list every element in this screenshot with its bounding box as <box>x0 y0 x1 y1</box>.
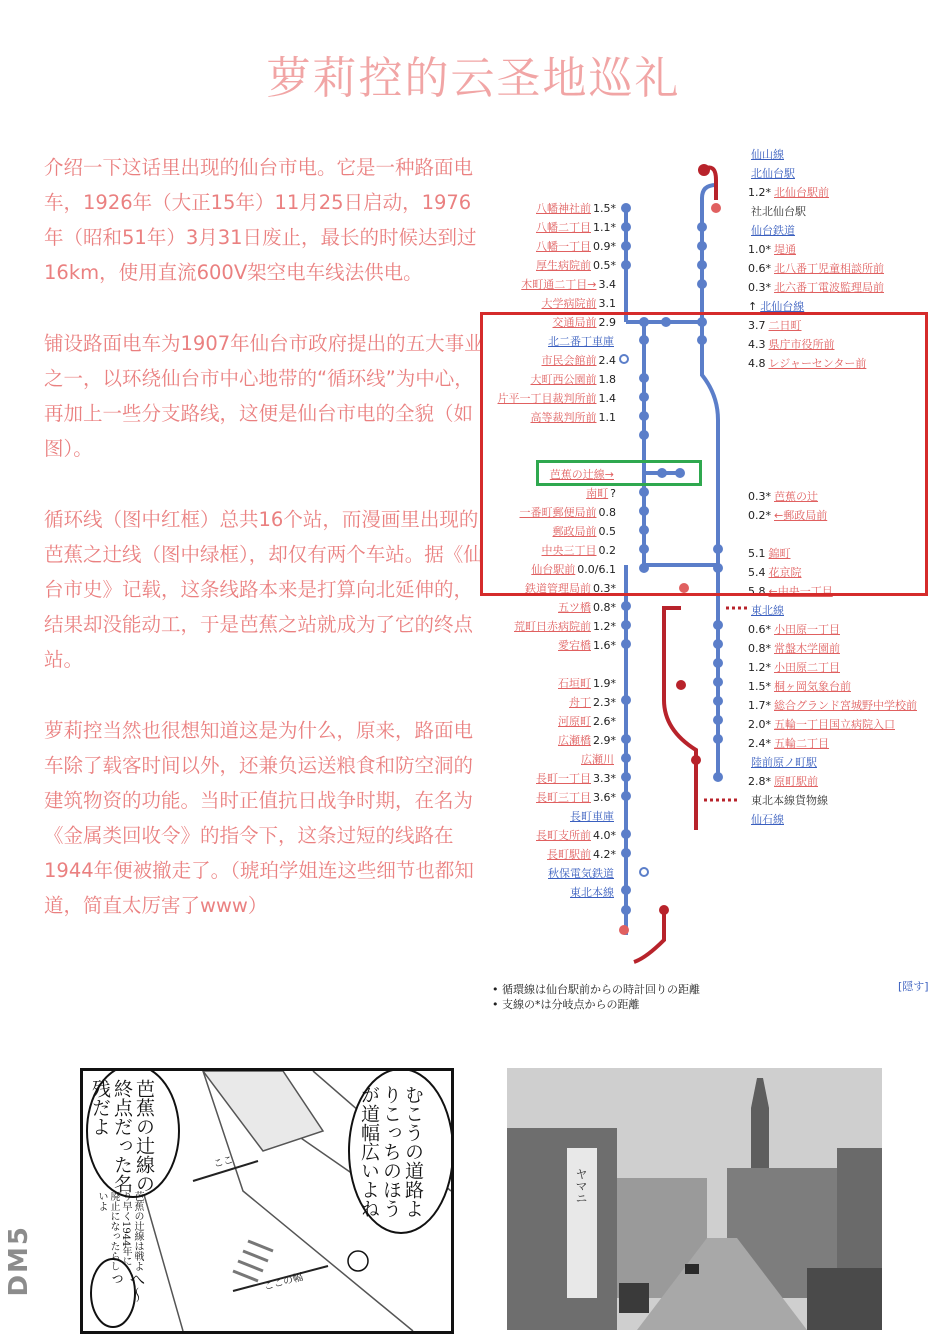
left-station-label[interactable] <box>486 829 616 842</box>
station-name[interactable]: 北仙台駅前 <box>774 186 829 199</box>
station-dot <box>713 715 723 725</box>
station-name[interactable]: 原町駅前 <box>774 775 818 788</box>
station-name[interactable]: 市民会館前 <box>541 354 597 367</box>
left-station-label[interactable] <box>486 620 616 633</box>
line-tohoku-main-north <box>664 608 696 830</box>
station-name[interactable]: 東北本線 <box>570 886 614 899</box>
rail-station-dot <box>676 680 686 690</box>
station-distance: 1.5* <box>748 680 771 693</box>
left-station-label[interactable] <box>486 791 616 804</box>
right-station-label[interactable] <box>748 718 895 731</box>
station-name[interactable]: 大町西公園前 <box>530 373 597 386</box>
station-name[interactable]: 陸前原ノ町駅 <box>751 756 817 769</box>
page-title: 萝莉控的云圣地巡礼 <box>266 53 681 104</box>
station-distance: 1.5* <box>593 202 616 215</box>
station-dot <box>713 772 723 782</box>
station-distance: 1.4 <box>598 392 616 405</box>
photo-illustration <box>507 1068 882 1330</box>
station-name[interactable]: 仙石線 <box>751 813 784 826</box>
station-name[interactable]: 社北仙台駅 <box>751 205 806 218</box>
station-name[interactable]: 長町駅前 <box>547 848 591 861</box>
manga-right-dialogue: むこうの道路よりこっちのほうが道幅広いよね <box>358 1085 424 1218</box>
station-name[interactable]: 常盤木学園前 <box>774 642 840 655</box>
station-dot <box>713 734 723 744</box>
station-distance: 2.8* <box>748 775 771 788</box>
station-name[interactable]: 花京院 <box>768 566 802 579</box>
article-paragraph-4: 萝莉控当然也很想知道这是为什么，原来，路面电车除了载客时间以外，还兼负运送粮食和防空洞的建筑物资的功能。当时正值抗日战争时期，在名为《金属类回收令》的指令下，这条过短的线路在1944年便被撤走了。（琥珀学姐连这些细节也都知道，简直太厉害了www） <box>44 719 474 917</box>
right-station-label[interactable] <box>748 167 795 180</box>
station-name[interactable]: 堤通 <box>774 243 796 256</box>
station-name[interactable]: 荒町日赤病院前 <box>514 620 591 633</box>
station-name[interactable]: 河原町 <box>558 715 591 728</box>
station-name[interactable]: 小田原一丁目 <box>774 623 840 636</box>
station-dot <box>621 734 631 744</box>
station-distance: 4.3 <box>748 338 766 351</box>
station-distance: 0.8* <box>748 642 771 655</box>
station-dot <box>621 601 631 611</box>
character-head <box>348 1251 368 1271</box>
station-name[interactable]: 鉄道管理局前 <box>525 582 591 595</box>
station-name[interactable]: 南町 <box>586 487 609 500</box>
left-station-label[interactable] <box>486 221 616 234</box>
station-name[interactable]: 桐ヶ岡気象台前 <box>774 680 851 693</box>
station-name[interactable]: 五輪一丁目国立病院入口 <box>774 718 895 731</box>
building-left <box>507 1128 617 1330</box>
station-dot <box>713 639 723 649</box>
basho-line-frame <box>536 460 702 486</box>
station-distance: 0.5 <box>598 525 616 538</box>
station-name[interactable]: 交通局前 <box>552 316 597 329</box>
station-distance: 2.9* <box>593 734 616 747</box>
station-dot <box>621 695 631 705</box>
left-station-label[interactable] <box>486 202 616 215</box>
article-paragraph-1: 介绍一下这话里出现的仙台市电。它是一种路面电车，1926年（大正15年）11月25日启动，1976年（昭和51年）3月31日废止，最长的时候达到过16km，使用直流600V架空电车线法供电。 <box>44 156 477 284</box>
station-distance: 3.6* <box>593 791 616 804</box>
station-name[interactable]: 長町一丁目 <box>536 772 591 785</box>
station-name[interactable]: ←郵政局前 <box>774 509 828 522</box>
station-name[interactable]: 二日町 <box>768 319 802 332</box>
article-paragraph-3: 循环线（图中红框）总共16个站，而漫画里出现的芭蕉之辻线（图中绿框），却仅有两个车站。据《仙台市史》记载，这条线路本来是打算向北延伸的，结果却没能动工，于是芭蕉之站就成为了它的终点站。 <box>44 508 483 671</box>
left-station-label[interactable] <box>486 772 616 785</box>
map-note-2: • 支線の*は分岐点からの距離 <box>492 998 640 1011</box>
station-distance: 1.8 <box>598 373 616 386</box>
station-dot <box>713 677 723 687</box>
station-distance: 0.3* <box>748 281 771 294</box>
station-name[interactable]: レジャーセンター前 <box>768 357 867 370</box>
station-name[interactable]: 五ツ橋 <box>558 601 591 614</box>
station-name[interactable]: 長町車庫 <box>570 810 614 823</box>
right-station-label[interactable] <box>748 680 851 693</box>
station-dot <box>621 203 631 213</box>
station-distance: 3.1 <box>598 297 616 310</box>
left-station-label[interactable] <box>486 278 616 291</box>
station-name[interactable]: 県庁市役所前 <box>768 338 835 351</box>
historical-photo <box>507 1068 882 1330</box>
station-distance: 1.7* <box>748 699 771 712</box>
depot-dot <box>640 868 648 876</box>
right-station-label[interactable] <box>748 642 840 655</box>
right-station-label[interactable] <box>748 281 884 294</box>
station-distance: 0.2* <box>748 509 771 522</box>
left-station-label[interactable] <box>486 240 616 253</box>
station-dot <box>621 791 631 801</box>
watermark-text: DM5 <box>4 1225 34 1297</box>
station-dot <box>713 696 723 706</box>
station-name[interactable]: 片平一丁目裁判所前 <box>497 392 597 405</box>
crosswalk <box>233 1241 273 1281</box>
station-name[interactable]: 八幡神社前 <box>536 202 591 215</box>
station-dot <box>621 222 631 232</box>
station-distance: 1.2* <box>748 661 771 674</box>
station-dot <box>621 753 631 763</box>
station-distance: 1.1 <box>598 411 616 424</box>
right-station-label[interactable] <box>748 186 829 199</box>
station-name[interactable]: 仙台鉄道 <box>751 224 795 237</box>
right-station-label[interactable] <box>748 243 796 256</box>
right-station-label[interactable] <box>748 737 829 750</box>
station-dot <box>713 658 723 668</box>
building-outline <box>203 1071 323 1151</box>
station-distance: 0.9* <box>593 240 616 253</box>
station-name[interactable]: 東北線 <box>751 604 784 617</box>
station-dot <box>621 260 631 270</box>
station-distance: 4.2* <box>593 848 616 861</box>
station-distance: 1.0* <box>748 243 771 256</box>
station-distance: 5.4 <box>748 566 766 579</box>
manga-left-dialogue: 芭蕉の辻線の終点だった名残だよ <box>89 1079 155 1193</box>
left-station-label[interactable] <box>486 677 616 690</box>
station-name[interactable]: 五輪二丁目 <box>774 737 829 750</box>
manga-small-note: 芭蕉の辻線は戦より早く1944年に廃止になったらしいよ <box>96 1191 143 1271</box>
station-name[interactable]: 仙台駅前 <box>531 563 576 576</box>
right-station-label[interactable] <box>748 775 818 788</box>
rail-station-dot <box>659 905 669 915</box>
station-name[interactable]: 東北本線貨物線 <box>751 794 828 807</box>
station-name[interactable]: 北仙台線 <box>760 300 805 313</box>
station-distance: 0.2 <box>598 544 616 557</box>
station-distance: 3.4 <box>598 278 616 291</box>
map-notes <box>492 982 700 1012</box>
station-name[interactable]: 総合グランド宮城野中学校前 <box>774 699 917 712</box>
left-station-label[interactable] <box>486 886 616 899</box>
station-name[interactable]: 秋保電気鉄道 <box>548 867 614 880</box>
station-distance: 0.8 <box>598 506 616 519</box>
article-text <box>44 150 484 959</box>
station-name[interactable]: 石垣町 <box>558 677 591 690</box>
manga-label-width: ここの幅 <box>262 1271 305 1293</box>
station-distance: 5.8 <box>748 585 766 598</box>
right-station-label[interactable] <box>748 813 784 826</box>
dm5-watermark <box>4 1225 44 1335</box>
station-distance: 2.4* <box>748 737 771 750</box>
left-station-label[interactable] <box>486 715 616 728</box>
station-distance: ↑ <box>748 300 758 313</box>
station-distance: 1.2* <box>748 186 771 199</box>
station-name[interactable]: 大学病院前 <box>541 297 597 310</box>
station-distance: 1.1* <box>593 221 616 234</box>
manga-panel <box>80 1068 454 1334</box>
map-note-1: • 循環線は仙台駅前からの時計回りの距離 <box>492 983 700 996</box>
station-name[interactable]: 愛宕橋 <box>558 639 591 652</box>
station-name[interactable]: 北二番丁車庫 <box>548 335 614 348</box>
left-station-label[interactable] <box>486 696 616 709</box>
manga-small-bubble: へ～っ <box>105 1271 146 1303</box>
station-distance: 5.1 <box>748 547 766 560</box>
station-dot <box>697 279 707 289</box>
station-dot <box>697 222 707 232</box>
rail-station-dot <box>691 755 701 765</box>
station-distance: 1.9* <box>593 677 616 690</box>
hide-link[interactable]: [隠す] <box>898 980 929 993</box>
left-station-label[interactable] <box>486 867 616 880</box>
station-name[interactable]: 八幡二丁目 <box>536 221 591 234</box>
manga-label-here: ここ <box>212 1154 235 1171</box>
rail-station-dot <box>698 164 710 176</box>
station-distance: 0.5* <box>593 259 616 272</box>
right-station-label[interactable] <box>748 623 840 636</box>
roof-foreground <box>807 1268 882 1330</box>
station-distance: 2.4 <box>598 354 616 367</box>
right-station-label[interactable] <box>748 604 784 617</box>
station-name[interactable]: 長町三丁目 <box>536 791 591 804</box>
station-name[interactable]: 一番町郵便局前 <box>519 506 597 519</box>
station-distance: 0.3* <box>748 490 771 503</box>
station-distance: 0.8* <box>593 601 616 614</box>
pink-dot <box>619 925 629 935</box>
right-station-label[interactable] <box>748 661 840 674</box>
station-distance: 1.6* <box>593 639 616 652</box>
station-name[interactable]: 木町通二丁目→ <box>521 278 597 291</box>
station-name[interactable]: 郵政局前 <box>552 525 597 538</box>
station-distance: 0.6* <box>748 262 771 275</box>
station-name[interactable]: 厚生病院前 <box>536 259 591 272</box>
right-station-label[interactable] <box>748 262 884 275</box>
left-station-label[interactable] <box>486 297 616 310</box>
station-distance: ? <box>610 487 616 500</box>
station-name[interactable]: 芭蕉の辻線→ <box>549 468 614 481</box>
right-station-label[interactable] <box>748 224 795 237</box>
station-dot <box>621 639 631 649</box>
left-station-label[interactable] <box>486 810 616 823</box>
station-name[interactable]: 舟丁 <box>569 696 591 709</box>
station-distance: 1.2* <box>593 620 616 633</box>
station-name[interactable]: 錦町 <box>768 547 791 560</box>
station-distance: 0.3* <box>593 582 616 595</box>
station-dot <box>621 848 631 858</box>
right-station-label[interactable] <box>748 205 806 218</box>
station-distance: 2.6* <box>593 715 616 728</box>
station-dot <box>621 620 631 630</box>
station-dot <box>621 885 631 895</box>
left-station-label[interactable] <box>486 639 616 652</box>
station-distance: 0.6* <box>748 623 771 636</box>
right-station-label[interactable] <box>748 756 817 769</box>
station-name[interactable]: 北仙台駅 <box>751 167 795 180</box>
left-station-label[interactable] <box>486 259 616 272</box>
left-station-label[interactable] <box>486 848 616 861</box>
station-distance: 2.3* <box>593 696 616 709</box>
station-name[interactable]: 小田原二丁目 <box>774 661 840 674</box>
right-station-label[interactable] <box>748 699 917 712</box>
road-car <box>685 1264 699 1274</box>
station-dot <box>697 241 707 251</box>
photo-sign-text: ヤマニ <box>574 1168 588 1204</box>
station-dot <box>621 241 631 251</box>
station-name[interactable]: 高等裁判所前 <box>530 411 597 424</box>
station-distance: 4.0* <box>593 829 616 842</box>
station-name[interactable]: 北六番丁電波監理局前 <box>774 281 884 294</box>
left-station-label[interactable] <box>486 601 616 614</box>
station-name[interactable]: 北八番丁児童相談所前 <box>774 262 884 275</box>
station-dot <box>621 772 631 782</box>
left-station-label[interactable] <box>486 753 616 766</box>
loop-line-frame <box>480 312 928 596</box>
station-dot <box>713 620 723 630</box>
station-name[interactable]: 広瀬川 <box>581 753 614 766</box>
right-station-label[interactable] <box>748 794 828 807</box>
station-distance: 3.7 <box>748 319 766 332</box>
station-dot <box>621 829 631 839</box>
station-dot <box>697 260 707 270</box>
station-distance: 2.0* <box>748 718 771 731</box>
station-name[interactable]: 芭蕉の辻 <box>774 490 818 503</box>
article-paragraph-2: 铺设路面电车为1907年仙台市政府提出的五大事业之一，以环绕仙台市中心地带的“循环线”为中心，再加上一些分支路线，这便是仙台市电的全貌（如图）。 <box>44 332 484 460</box>
station-distance: 0.0/6.1 <box>577 563 616 576</box>
station-name[interactable]: ←中央一丁目 <box>768 585 833 598</box>
station-name[interactable]: 仙山線 <box>751 148 784 161</box>
station-name[interactable]: 八幡一丁目 <box>536 240 591 253</box>
station-distance: 3.3* <box>593 772 616 785</box>
pink-dot <box>711 203 721 213</box>
station-distance: 4.8 <box>748 357 766 370</box>
left-station-label[interactable] <box>486 734 616 747</box>
tram-car <box>619 1283 649 1313</box>
station-name[interactable]: 中央三丁目 <box>541 544 597 557</box>
line-akiu-railway <box>634 910 664 962</box>
station-distance: 2.9 <box>598 316 616 329</box>
right-station-label[interactable] <box>748 148 784 161</box>
station-name[interactable]: 長町支所前 <box>536 829 591 842</box>
station-name[interactable]: 広瀬橋 <box>558 734 591 747</box>
station-dot <box>621 905 631 915</box>
